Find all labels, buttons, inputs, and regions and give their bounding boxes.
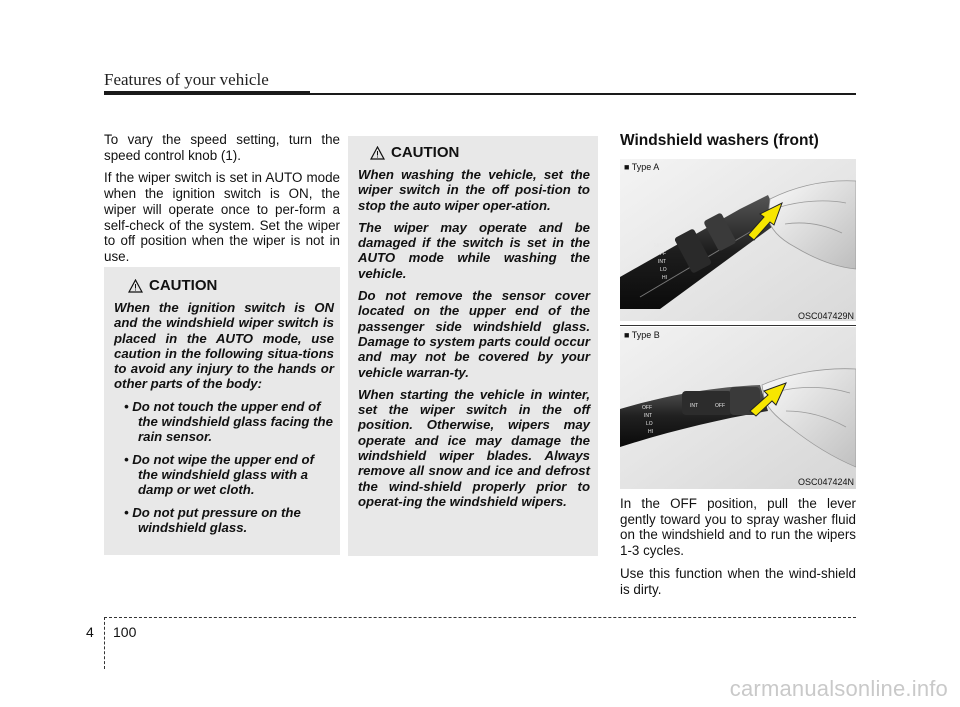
wiper-lever-illustration-a (620, 159, 856, 321)
wiper-lever-illustration-b (620, 327, 856, 489)
intro-paragraph-1: To vary the speed setting, turn the speed control knob (1). (104, 132, 340, 163)
caution-heading (114, 277, 334, 294)
caution-box-washing (348, 136, 598, 556)
type-label: ■ Type A (624, 162, 660, 172)
photo-divider (620, 325, 856, 326)
switch-label: OFF (642, 405, 652, 411)
warning-triangle-icon (128, 279, 143, 293)
caution-list-item: • Do not put pressure on the windshield glass. (124, 504, 301, 535)
washers-column (620, 132, 856, 160)
caution-paragraph: When starting the vehicle in winter, set the wiper switch in the off position. Otherwise, wipers may operate and ice may damage the windshield wiper blades. Always remove all snow and ice and defrost the wind-shield properly prior to operat-ing the windshield wipers. (358, 386, 590, 509)
switch-label: MIST (654, 243, 666, 249)
header-rule-thick (104, 91, 310, 95)
image-code: OSC047424N (797, 477, 854, 487)
caution-list (114, 399, 334, 535)
type-label: ■ Type B (624, 330, 660, 340)
section-heading: Windshield washers (front) (620, 132, 819, 149)
photo-type-b (620, 327, 856, 489)
caution-title: CAUTION (391, 144, 460, 161)
watermark: carmanualsonline.info (729, 676, 948, 701)
caution-intro: When the ignition switch is ON and the windshield wiper switch is placed in the AUTO mode, use caution in the following situa-tions to avoid any injury to the hands or other parts of the body: (114, 300, 334, 392)
washers-paragraph-1: In the OFF position, pull the lever gently toward you to spray washer fluid on the windshield and to run the wipers 1-3 cycles. (620, 496, 856, 559)
switch-label: LO (646, 421, 653, 427)
caution-paragraph: Do not remove the sensor cover located on the upper end of the passenger side windshield glass. Damage to system parts could occur and may not be covered by your vehicle warran-ty. (358, 288, 590, 380)
switch-label: OFF (656, 251, 666, 257)
switch-label: INT (658, 259, 667, 265)
footer-rule (104, 617, 856, 618)
caution-paragraph: The wiper may operate and be damaged if the switch is set in the AUTO mode while washing the vehicle. (358, 219, 590, 281)
switch-label: HI (662, 275, 667, 281)
photo-type-a (620, 159, 856, 321)
caution-paragraph: When washing the vehicle, set the wiper switch in the off posi-tion to stop the auto wiper oper-ation. (358, 167, 590, 213)
warning-triangle-icon (370, 146, 385, 160)
intro-paragraph-2: If the wiper switch is set in AUTO mode when the ignition switch is ON, the wiper will operate once to per-form a self-check of the system. Set the wiper to off position when the wiper is not in use. (104, 170, 340, 264)
caution-heading (358, 144, 590, 161)
chapter-number: 4 (86, 624, 94, 640)
washers-body (620, 496, 856, 604)
footer-divider (104, 617, 106, 669)
image-code: OSC047429N (797, 311, 854, 321)
switch-label: HI (648, 429, 653, 435)
header-title: Features of your vehicle (104, 70, 269, 89)
intro-column (104, 132, 340, 272)
switch-label: LO (660, 267, 667, 273)
caution-box-ignition (104, 267, 340, 555)
switch-label: INT (690, 403, 699, 409)
washers-paragraph-2: Use this function when the wind-shield is dirty. (620, 565, 856, 597)
switch-label: OFF (715, 403, 725, 409)
switch-label: INT (644, 413, 653, 419)
caution-list-item: • Do not wipe the upper end of the windshield glass with a damp or wet cloth. (124, 451, 314, 498)
caution-list-item: • Do not touch the upper end of the windshield glass facing the rain sensor. (124, 398, 333, 445)
header-rule-thin (310, 93, 856, 95)
switch-label: MIST (640, 397, 652, 403)
caution-title: CAUTION (149, 277, 218, 294)
page-number: 100 (113, 624, 137, 640)
